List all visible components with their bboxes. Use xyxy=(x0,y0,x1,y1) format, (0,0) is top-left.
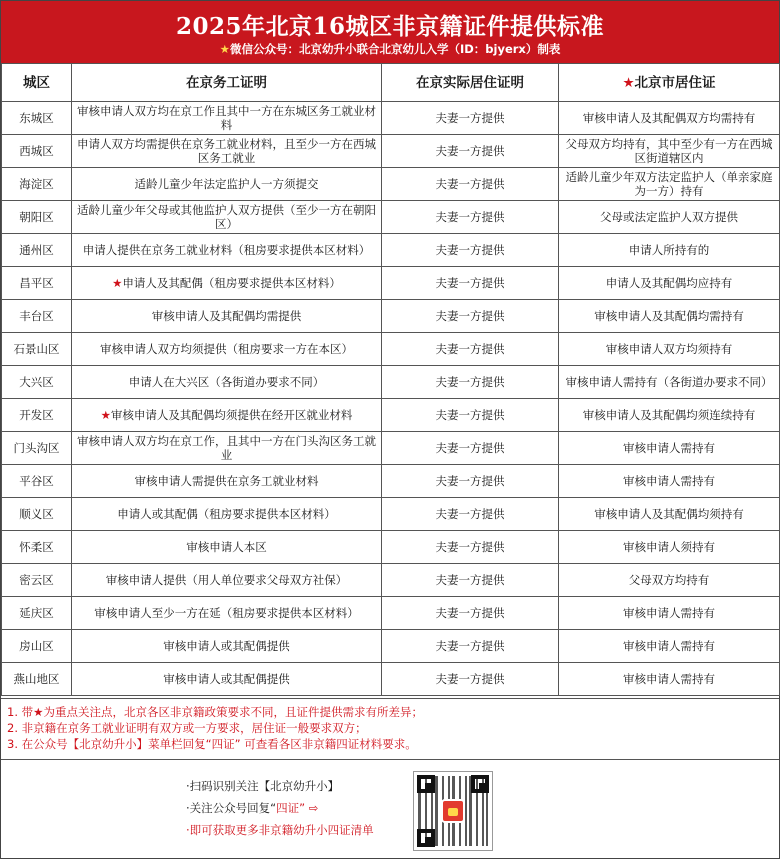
work-cell xyxy=(72,102,382,135)
work-text: 申请人在大兴区（各街道办要求不同） xyxy=(128,375,325,389)
footer-reply-keyword: 四证 xyxy=(276,801,300,815)
permit-cell: 申请人及其配偶均应持有 xyxy=(559,267,780,300)
district-cell: 东城区 xyxy=(2,102,72,135)
residence-cell: 夫妻一方提供 xyxy=(382,564,559,597)
residence-cell: 夫妻一方提供 xyxy=(382,531,559,564)
qr-finder-top-right xyxy=(471,775,489,793)
permit-cell: 审核申请人须持有 xyxy=(559,531,780,564)
permit-cell: 父母双方均持有，其中至少有一方在西城区街道辖区内 xyxy=(559,135,780,168)
work-text: 适龄儿童少年父母或其他监护人双方提供（至少一方在朝阳区） xyxy=(77,203,376,231)
district-cell: 燕山地区 xyxy=(2,663,72,696)
star-icon: ★ xyxy=(219,42,230,56)
table-row xyxy=(2,300,780,333)
footer-line-reply xyxy=(186,800,318,816)
subtitle-text: 微信公众号：北京幼升小联合北京幼儿入学（ID：bjyerx）制表 xyxy=(229,42,561,56)
district-cell: 平谷区 xyxy=(2,465,72,498)
document-subtitle xyxy=(1,41,779,57)
work-text: 审核申请人及其配偶均需提供 xyxy=(151,309,302,323)
permit-cell: 审核申请人需持有 xyxy=(559,597,780,630)
district-cell: 延庆区 xyxy=(2,597,72,630)
work-cell xyxy=(72,597,382,630)
permit-cell: 申请人所持有的 xyxy=(559,234,780,267)
work-cell xyxy=(72,432,382,465)
note-1-prefix: 1. 带 xyxy=(7,705,34,719)
note-2: 2. 非京籍在京务工就业证明有双方或一方要求，居住证一般要求双方； xyxy=(7,721,367,735)
document-header xyxy=(1,1,779,63)
star-icon: ★ xyxy=(100,408,111,422)
work-cell xyxy=(72,465,382,498)
work-text: 适龄儿童少年法定监护人一方须提交 xyxy=(134,177,319,191)
residence-cell: 夫妻一方提供 xyxy=(382,267,559,300)
work-cell xyxy=(72,498,382,531)
permit-cell: 审核申请人需持有 xyxy=(559,432,780,465)
district-cell: 顺义区 xyxy=(2,498,72,531)
district-cell: 丰台区 xyxy=(2,300,72,333)
work-text: 申请人提供在京务工就业材料（租房要求提供本区材料） xyxy=(82,243,371,257)
district-cell: 石景山区 xyxy=(2,333,72,366)
work-cell xyxy=(72,300,382,333)
note-1-text: 为重点关注点，北京各区非京籍政策要求不同，且证件提供需求有所差异； xyxy=(43,705,423,719)
permit-cell: 审核申请人及其配偶均须持有 xyxy=(559,498,780,531)
table-row xyxy=(2,102,780,135)
residence-cell: 夫妻一方提供 xyxy=(382,135,559,168)
table-row xyxy=(2,630,780,663)
permit-cell: 审核申请人及其配偶均须连续持有 xyxy=(559,399,780,432)
work-text: 申请人或其配偶（租房要求提供本区材料） xyxy=(117,507,336,521)
note-3: 3. 在公众号【北京幼升小】菜单栏回复“四证” 可查看各区非京籍四证材料要求。 xyxy=(7,737,417,751)
residence-cell: 夫妻一方提供 xyxy=(382,201,559,234)
permit-cell: 审核申请人及其配偶均需持有 xyxy=(559,300,780,333)
permit-cell: 审核申请人需持有 xyxy=(559,663,780,696)
residence-cell: 夫妻一方提供 xyxy=(382,630,559,663)
residence-cell: 夫妻一方提供 xyxy=(382,399,559,432)
work-text: 审核申请人及其配偶均须提供在经开区就业材料 xyxy=(110,408,353,422)
qr-finder-bottom-left xyxy=(417,829,435,847)
table-row xyxy=(2,597,780,630)
qr-logo-icon xyxy=(441,799,465,823)
residence-cell: 夫妻一方提供 xyxy=(382,168,559,201)
work-text: 审核申请人双方均须提供（租房要求一方在本区） xyxy=(100,342,353,356)
permit-cell: 父母或法定监护人双方提供 xyxy=(559,201,780,234)
work-cell xyxy=(72,366,382,399)
footer-reply-prefix: ·关注公众号回复“ xyxy=(186,801,277,815)
header-work-proof: 在京务工证明 xyxy=(72,64,382,102)
district-cell: 怀柔区 xyxy=(2,531,72,564)
residence-cell: 夫妻一方提供 xyxy=(382,234,559,267)
footer-reply-suffix: ” ⇨ xyxy=(299,801,319,815)
footer-line-get-more: ·即可获取更多非京籍幼升小四证清单 xyxy=(186,823,374,837)
district-cell: 昌平区 xyxy=(2,267,72,300)
table-row xyxy=(2,498,780,531)
district-cell: 海淀区 xyxy=(2,168,72,201)
residence-cell: 夫妻一方提供 xyxy=(382,366,559,399)
work-text: 申请人双方均需提供在京务工就业材料，且至少一方在西城区务工就业 xyxy=(77,137,376,165)
residence-cell: 夫妻一方提供 xyxy=(382,498,559,531)
work-text: 审核申请人需提供在京务工就业材料 xyxy=(134,474,319,488)
table-row xyxy=(2,366,780,399)
work-cell xyxy=(72,663,382,696)
table-row xyxy=(2,333,780,366)
residence-cell: 夫妻一方提供 xyxy=(382,597,559,630)
district-cell: 西城区 xyxy=(2,135,72,168)
work-cell xyxy=(72,267,382,300)
work-text: 申请人及其配偶（租房要求提供本区材料） xyxy=(122,276,341,290)
table-row xyxy=(2,267,780,300)
permit-cell: 审核申请人需持有 xyxy=(559,630,780,663)
table-row xyxy=(2,465,780,498)
residence-cell: 夫妻一方提供 xyxy=(382,300,559,333)
notes-section xyxy=(1,698,779,760)
work-text: 审核申请人或其配偶提供 xyxy=(163,639,290,653)
residence-cell: 夫妻一方提供 xyxy=(382,663,559,696)
footer-line-scan: ·扫码识别关注【北京幼升小】 xyxy=(186,779,340,793)
residence-cell: 夫妻一方提供 xyxy=(382,465,559,498)
work-text: 审核申请人本区 xyxy=(186,540,267,554)
star-icon: ★ xyxy=(33,705,44,719)
work-cell xyxy=(72,333,382,366)
table-row xyxy=(2,564,780,597)
work-cell xyxy=(72,135,382,168)
qr-code-image[interactable] xyxy=(413,771,493,851)
work-text: 审核申请人双方均在京工作且其中一方在东城区务工就业材料 xyxy=(77,104,376,132)
work-text: 审核申请人至少一方在延（租房要求提供本区材料） xyxy=(94,606,359,620)
table-row xyxy=(2,531,780,564)
district-cell: 大兴区 xyxy=(2,366,72,399)
table-row xyxy=(2,201,780,234)
table-row xyxy=(2,399,780,432)
table-row xyxy=(2,663,780,696)
district-cell: 密云区 xyxy=(2,564,72,597)
table-body xyxy=(2,102,780,696)
work-cell xyxy=(72,564,382,597)
table-row xyxy=(2,432,780,465)
residence-cell: 夫妻一方提供 xyxy=(382,432,559,465)
footer-section xyxy=(1,760,779,858)
permit-cell: 适龄儿童少年双方法定监护人（单亲家庭为一方）持有 xyxy=(559,168,780,201)
star-icon: ★ xyxy=(622,74,635,91)
star-icon: ★ xyxy=(112,276,123,290)
residence-cell: 夫妻一方提供 xyxy=(382,102,559,135)
work-text: 审核申请人或其配偶提供 xyxy=(163,672,290,686)
district-cell: 通州区 xyxy=(2,234,72,267)
document-title: 2025年北京16城区非京籍证件提供标准 xyxy=(175,13,605,40)
residence-cell: 夫妻一方提供 xyxy=(382,333,559,366)
work-text: 审核申请人双方均在京工作，且其中一方在门头沟区务工就业 xyxy=(77,434,376,462)
permit-cell: 审核申请人需持有 xyxy=(559,465,780,498)
work-text: 审核申请人提供（用人单位要求父母双方社保） xyxy=(105,573,348,587)
header-residence-permit-label: 北京市居住证 xyxy=(634,74,716,91)
work-cell xyxy=(72,399,382,432)
permit-cell: 审核申请人需持有（各街道办要求不同） xyxy=(559,366,780,399)
header-residence-proof: 在京实际居住证明 xyxy=(382,64,559,102)
table-row xyxy=(2,168,780,201)
permit-cell: 审核申请人及其配偶双方均需持有 xyxy=(559,102,780,135)
district-cell: 开发区 xyxy=(2,399,72,432)
permit-cell: 审核申请人双方均须持有 xyxy=(559,333,780,366)
note-1 xyxy=(7,704,773,720)
table-row xyxy=(2,234,780,267)
work-cell xyxy=(72,201,382,234)
table-row xyxy=(2,135,780,168)
work-cell xyxy=(72,234,382,267)
header-residence-permit xyxy=(559,64,780,102)
requirements-table xyxy=(1,63,780,696)
work-cell xyxy=(72,531,382,564)
work-cell xyxy=(72,630,382,663)
district-cell: 房山区 xyxy=(2,630,72,663)
district-cell: 朝阳区 xyxy=(2,201,72,234)
header-district: 城区 xyxy=(2,64,72,102)
permit-cell: 父母双方均持有 xyxy=(559,564,780,597)
qr-finder-top-left xyxy=(417,775,435,793)
table-header-row xyxy=(2,64,780,102)
district-cell: 门头沟区 xyxy=(2,432,72,465)
work-cell xyxy=(72,168,382,201)
